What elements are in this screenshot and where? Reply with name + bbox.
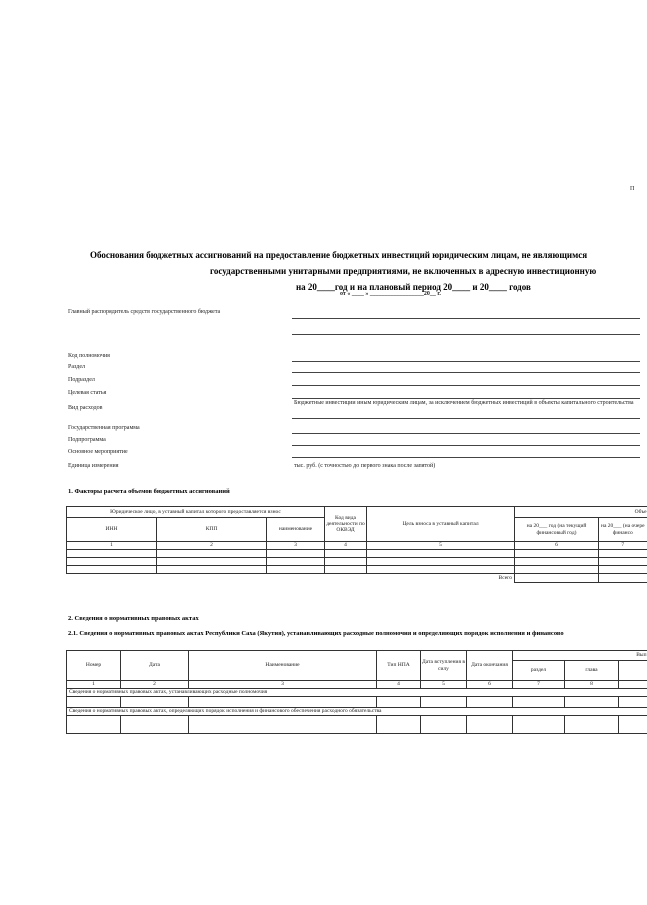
field-label-gr: Главный распорядитель средств государственного бюджета: [68, 309, 221, 315]
field-line-target: [292, 398, 640, 399]
col-volume: Объе: [515, 507, 647, 518]
col-number: 2: [121, 681, 189, 689]
col-number: 7: [513, 681, 565, 689]
field-label-main-event: Основное мероприятие: [68, 449, 128, 455]
document-title-line2: государственными унитарными предприятиями, не включенных в адресную инвестиционную: [210, 266, 597, 276]
col-act-group: Вып: [513, 651, 647, 661]
col-next-year: на 20___ (на очере финансо: [599, 518, 647, 542]
field-line-expense-type: [292, 418, 640, 419]
acts-subheader-b: Сведения о нормативных правовых актах, определяющих порядок исполнения и финансового обеспечения расходного обязательства: [67, 708, 647, 716]
field-line-section: [292, 372, 640, 373]
col-number: 2: [157, 542, 267, 550]
col-act-entry: Дата вступления в силу: [421, 651, 467, 681]
field-label-subprogram: Подпрограмма: [68, 437, 106, 443]
field-label-target: Целевая статья: [68, 390, 107, 396]
col-current-year: на 20___ год (на текущий финансовый год): [515, 518, 599, 542]
col-number: 1: [67, 542, 157, 550]
table-row: [67, 558, 647, 566]
field-line-main-event: [292, 457, 640, 458]
field-label-unit: Единица измерения: [68, 463, 119, 469]
field-label-code: Код полномочия: [68, 353, 110, 359]
col-act-article: глава: [565, 661, 619, 681]
col-number: 3: [267, 542, 325, 550]
legal-acts-table: [66, 650, 647, 734]
section2-subheading: 2.1. Сведения о нормативных правовых актах Республики Саха (Якутия), устанавливающих расходные полномочия и определяющих порядок исполнения и финансово: [68, 630, 564, 637]
section1-heading: 1. Факторы расчета объемов бюджетных ассигнований: [68, 488, 230, 495]
col-act-name: Наименование: [189, 651, 377, 681]
col-number: 3: [189, 681, 377, 689]
field-line-gr: [292, 318, 640, 319]
total-label: Всего: [498, 575, 513, 582]
col-goal: Цель взноса в уставный капитал: [367, 507, 515, 542]
table-row: [67, 550, 647, 558]
field-line-code: [292, 361, 640, 362]
field-label-section: Раздел: [68, 364, 85, 370]
field-line-program: [292, 433, 640, 434]
col-number: 7: [599, 542, 647, 550]
field-line-extra: [292, 334, 640, 335]
col-number: 5: [367, 542, 515, 550]
col-group-legal-entity: Юридическое лицо, в уставный капитал которого предоставляется взнос: [67, 507, 325, 518]
col-number: 6: [515, 542, 599, 550]
col-act-type: Тип НПА: [377, 651, 421, 681]
col-inn: ИНН: [67, 518, 157, 542]
col-act-number: Номер: [67, 651, 121, 681]
field-line-subprogram: [292, 445, 640, 446]
col-okved: Код вида деятельности по ОКВЭД: [325, 507, 367, 542]
col-number: 6: [467, 681, 513, 689]
field-value-expense-type: Бюджетные инвестиции иным юридическим лицам, за исключением бюджетных инвестиций в объекты капитального строительства: [294, 400, 634, 406]
field-value-unit: тыс. руб. (с точностью до первого знака после запятой): [294, 463, 436, 469]
field-label-subsection: Подраздел: [68, 377, 95, 383]
col-number: 8: [565, 681, 619, 689]
col-number: 1: [67, 681, 121, 689]
col-act-section: раздел: [513, 661, 565, 681]
table-row: [67, 716, 647, 734]
table-row: [67, 566, 647, 574]
col-name: наименование: [267, 518, 325, 542]
investment-factors-table: [66, 506, 647, 583]
page-corner-mark: П: [630, 186, 635, 192]
col-act-date: Дата: [121, 651, 189, 681]
col-number: 4: [377, 681, 421, 689]
col-act-end: Дата окончания: [467, 651, 513, 681]
col-number: 4: [325, 542, 367, 550]
document-title-line3: на 20____год и на плановый период 20____ и 20____ годов: [296, 282, 531, 292]
document-title-line1: Обоснования бюджетных ассигнований на предоставление бюджетных инвестиций юридическим лицам, не являющимся: [90, 250, 588, 260]
field-line-subsection: [292, 385, 640, 386]
document-date-line: от « ____ » __________________20__ г.: [340, 291, 441, 297]
total-row: [67, 574, 647, 583]
col-number: 5: [421, 681, 467, 689]
field-label-expense-type: Вид расходов: [68, 405, 103, 411]
acts-subheader-a: Сведения о нормативных правовых актах, устанавливающих расходные полномочия: [67, 689, 647, 697]
col-kpp: КПП: [157, 518, 267, 542]
table-row: [67, 697, 647, 708]
field-label-program: Государственная программа: [68, 425, 140, 431]
section2-heading: 2. Сведения о нормативных правовых актах: [68, 615, 199, 622]
